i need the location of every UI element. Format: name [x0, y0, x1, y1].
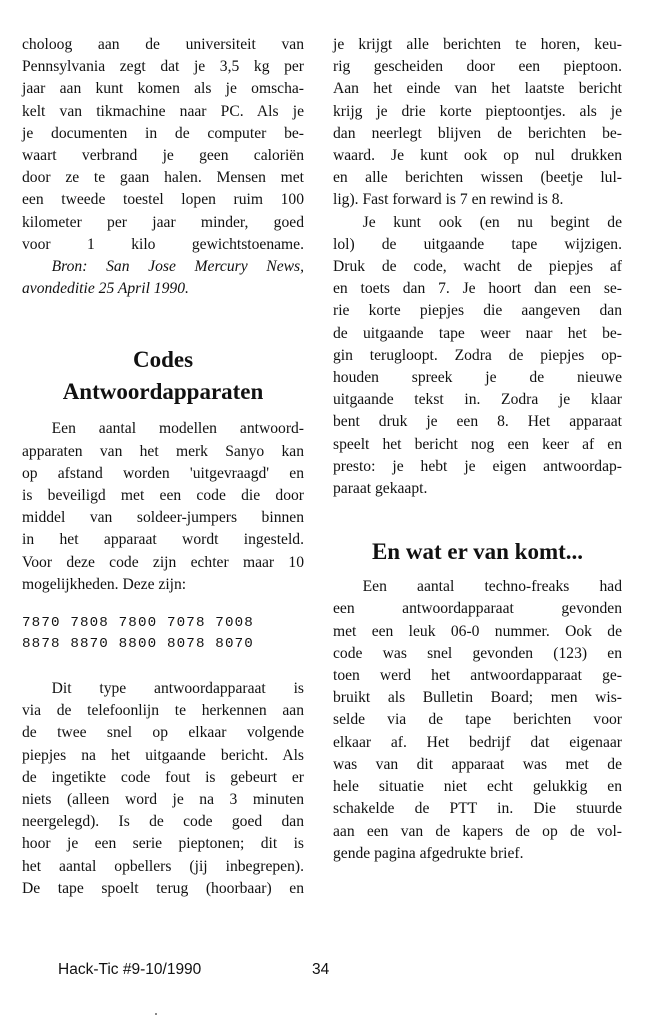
text-line: in het apparaat wordt ingesteld.: [22, 531, 304, 549]
text-line: voor 1 kilo gewichtstoename.: [22, 235, 304, 253]
text-line: gende pagina afgedrukte brief.: [333, 844, 524, 862]
text-line: lol) de uitgaande tape wijzigen.: [333, 235, 622, 253]
text-line: hele situatie niet echt gelukkig en: [333, 778, 622, 796]
text-line: middel van soldeer-jumpers binnen: [22, 509, 304, 527]
code-row: 7870 7808 7800 7078 7008: [22, 615, 254, 632]
code-list: [22, 613, 304, 654]
text-line: gin terugloopt. Zodra de piepjes op-: [333, 346, 622, 364]
right-column: [333, 34, 622, 865]
left-paragraph-3: [22, 678, 304, 900]
text-line: Druk de code, wacht de piepjes af: [333, 258, 622, 276]
code-row: 8878 8870 8800 8078 8070: [22, 635, 254, 652]
text-line: schakelde de PTT in. Die stuurde: [333, 800, 622, 818]
text-line: en toets dan 7. Je hoort dan een se-: [333, 280, 622, 298]
text-line: selde via de tape berichten voor: [333, 711, 622, 729]
text-line: toen werd het antwoordapparaat ge-: [333, 667, 622, 685]
right-paragraph-3: [333, 576, 622, 865]
text-line: niets (alleen word je na 3 minuten: [22, 791, 304, 809]
text-line: apparaten van het merk Sanyo kan: [22, 442, 304, 460]
text-line: avondeditie 25 April 1990.: [22, 280, 189, 298]
text-line: aan een van de kapers de op de vol-: [333, 822, 622, 840]
text-line: hoor je een serie pieptonen; dit is: [22, 835, 304, 853]
text-line: lig). Fast forward is 7 en rewind is 8.: [333, 191, 564, 209]
footer-page-number: 34: [312, 961, 330, 978]
text-line: kilometer per jaar minder, goed: [22, 213, 304, 231]
source-citation: [22, 256, 304, 300]
text-line: jaar aan kunt komen als je omscha-: [22, 80, 304, 98]
text-line: Een aantal techno-freaks had: [362, 578, 622, 596]
heading-line: Codes: [132, 347, 194, 373]
text-line: uitgaande tekst in. Zodra je klaar: [333, 391, 622, 409]
text-line: de ingetikte code fout is gebeurt er: [22, 768, 304, 786]
text-line: door ze te gaan halen. Mensen met: [22, 169, 304, 187]
text-line: Bron: San Jose Mercury News,: [51, 258, 304, 276]
text-line: bent druk je een 8. Het apparaat: [333, 413, 622, 431]
text-line: het aantal opbellers (jij inbegrepen).: [22, 857, 304, 875]
text-line: bruikt als Bulletin Board; men wis-: [333, 689, 622, 707]
right-paragraph-1: [333, 34, 622, 212]
text-line: je documenten in de computer be-: [22, 124, 304, 142]
text-line: Aan het einde van het laatste bericht: [333, 80, 622, 98]
text-line: piepjes na het uitgaande bericht. Als: [22, 746, 304, 764]
text-line: mogelijkheden. Deze zijn:: [22, 575, 187, 593]
text-line: neergelegd). Is de code goed dan: [22, 813, 304, 831]
text-line: Een aantal modellen antwoord-: [51, 420, 304, 438]
text-line: kelt van tikmachine naar PC. Als je: [22, 102, 304, 120]
text-line: was van dit apparaat was met de: [333, 755, 622, 773]
text-line: waard. Je kunt ook op nul drukken: [333, 147, 622, 165]
text-line: elkaar af. Het bedrijf dat eigenaar: [333, 733, 622, 751]
left-paragraph-2: [22, 418, 304, 596]
text-line: via de telefoonlijn te herkennen aan: [22, 702, 304, 720]
text-line: Je kunt ook (en nu begint de: [362, 213, 622, 231]
right-paragraph-2: [333, 212, 622, 501]
text-line: waart verbrand je geen caloriën: [22, 147, 304, 165]
text-line: rie korte piepjes die aangeven dan: [333, 302, 622, 320]
text-line: en alle berichten wissen (beetje lul-: [333, 169, 622, 187]
left-paragraph-1: [22, 34, 304, 256]
text-line: dan neerlegt blijven de berichten be-: [333, 124, 622, 142]
text-line: code was snel gevonden (123) en: [333, 644, 622, 662]
text-line: rig gescheiden door een pieptoon.: [333, 58, 622, 76]
text-line: een tweede toestel lopen ruim 100: [22, 191, 304, 209]
page-speck: [155, 1013, 157, 1015]
text-line: Voor deze code zijn echter maar 10: [22, 553, 304, 571]
text-line: presto: je hebt je eigen antwoordap-: [333, 457, 622, 475]
text-line: is beveiligd met een code die door: [22, 487, 304, 505]
heading-line: Antwoordapparaten: [62, 379, 264, 405]
text-line: Dit type antwoordapparaat is: [51, 680, 304, 698]
text-line: een antwoordapparaat gevonden: [333, 600, 622, 618]
heading-en-wat-er-van-komt: En wat er van komt...: [371, 539, 584, 565]
text-line: speelt het bericht nog een keer af en: [333, 435, 622, 453]
text-line: Pennsylvania zegt dat je 3,5 kg per: [22, 58, 304, 76]
text-line: je krijgt alle berichten te horen, keu-: [333, 36, 622, 53]
text-line: houden spreek je de nieuwe: [333, 369, 622, 387]
heading-codes: [22, 344, 304, 408]
text-line: de uitgaande tape weer naar het be-: [333, 324, 622, 342]
left-column: [22, 34, 304, 900]
text-line: De tape spoelt terug (hoorbaar) en: [22, 879, 304, 897]
text-line: op afstand worden 'uitgevraagd' en: [22, 464, 304, 482]
text-line: de twee snel op elkaar volgende: [22, 724, 304, 742]
text-line: met een leuk 06-0 nummer. Ook de: [333, 622, 622, 640]
footer-publication: Hack-Tic #9-10/1990: [58, 961, 202, 978]
text-line: krijg je drie korte pieptoontjes. als je: [333, 102, 622, 120]
text-line: paraat gekaapt.: [333, 480, 428, 498]
text-line: choloog aan de universiteit van: [22, 36, 304, 53]
